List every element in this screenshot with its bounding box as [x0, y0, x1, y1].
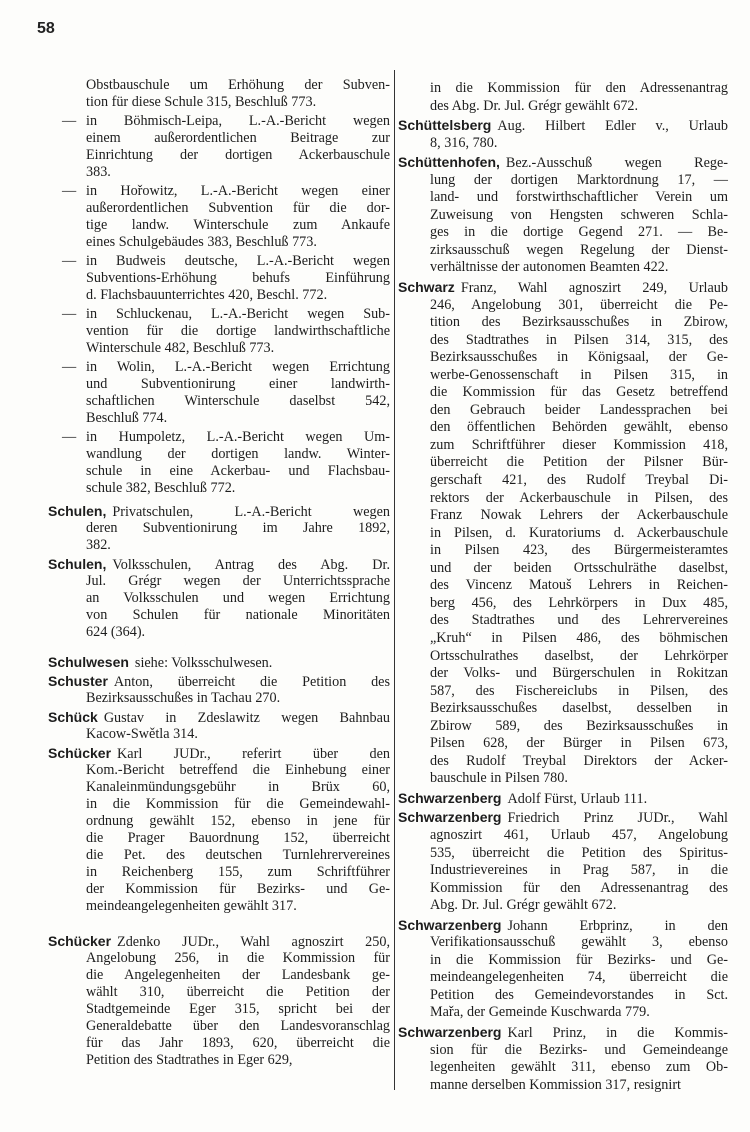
entry-text: des Stadtrathes in Pilsen 314, 315, des	[430, 331, 728, 348]
entry-text: in Böhmisch-Leipa, L.-A.-Bericht wegen	[86, 113, 390, 129]
entry-line	[430, 80, 728, 98]
entry-line	[430, 827, 728, 845]
entry-text: zum Schriftführer dieser Kommission 418,	[430, 436, 728, 453]
entry-line	[398, 279, 728, 297]
entry-text: die Angelegenheiten der Landesbank ge-	[86, 967, 390, 983]
entry-line	[86, 376, 390, 393]
column-divider	[394, 70, 395, 1090]
entry-text: von Schulen für nationale Minoritäten	[86, 607, 390, 623]
entry-text: Bezirksausschußes in Tachau 270.	[86, 690, 281, 706]
entry-headword: Schuster	[48, 673, 108, 689]
entry-text: bauschule in Pilsen 780.	[430, 770, 568, 787]
entry-text: in Pilsen 423, des Bürgermeisteramtes	[430, 542, 728, 559]
entry-line	[86, 590, 390, 607]
entry-line	[48, 673, 390, 690]
entry-line	[430, 507, 728, 525]
entry-line	[48, 556, 390, 573]
entry-text: Angelobung 256, in die Kommission für	[86, 950, 390, 966]
entry-text: überreicht die Petition der Pilsner Bür-	[430, 454, 728, 471]
entry-line	[430, 259, 728, 277]
entry-headword: Schück	[48, 709, 98, 725]
entry-line	[430, 862, 728, 880]
entry-line	[430, 402, 728, 420]
entry-line	[86, 164, 390, 181]
entry-text: berg 456, des Lehrkörpers in Dux 485,	[430, 594, 728, 611]
entry-line	[398, 117, 728, 135]
entry-line	[430, 437, 728, 455]
index-entry	[398, 790, 728, 808]
entry-line	[86, 287, 390, 304]
entry-line	[430, 490, 728, 508]
entry-headword: Schüttelsberg	[398, 117, 492, 134]
entry-line	[430, 987, 728, 1005]
entry-line	[430, 648, 728, 666]
entry-line	[86, 234, 390, 251]
entry-line	[430, 770, 728, 788]
entry-text: in die Kommission für die Gemeindewahl-	[86, 796, 390, 812]
entry-line	[86, 950, 390, 967]
entry-text: die Pet. des deutschen Turnlehrervereines	[86, 847, 390, 863]
entry-text: wandlung der dortigen landw. Winter-	[86, 446, 390, 462]
entry-text: Zdenko JUDr., Wahl agnoszirt 250,	[117, 934, 390, 950]
entry-line	[86, 323, 390, 340]
entry-text: agnoszirt 461, Urlaub 457, Angelobung	[430, 826, 728, 843]
entry-line	[86, 410, 390, 427]
entry-line	[86, 147, 390, 164]
entry-line	[430, 189, 728, 207]
index-entry	[398, 809, 728, 914]
entry-line	[86, 270, 390, 287]
index-entry	[48, 654, 390, 671]
entry-line	[430, 525, 728, 543]
entry-headword: Schwarzenberg	[398, 1023, 502, 1040]
entry-text: der Kommission für Bezirks- und Ge-	[86, 881, 390, 897]
continuation-dash: —	[62, 359, 77, 375]
index-entry	[48, 306, 390, 357]
entry-text: Mařa, der Gemeinde Kuschwarda 779.	[430, 1004, 650, 1021]
entry-text: Verifikationsausschuß gewählt 3, ebenso	[430, 934, 728, 951]
entry-line	[86, 446, 390, 463]
entry-line	[430, 472, 728, 490]
entry-text: 246, Angelobung 301, überreicht die Pe-	[430, 296, 728, 313]
entry-headword: Schwarzenberg	[398, 789, 502, 806]
entry-line	[430, 700, 728, 718]
entry-text: Franz Nowak Lehrers der Ackerbauschule	[430, 507, 728, 524]
entry-line	[398, 790, 728, 808]
entry-line	[430, 683, 728, 701]
entry-line	[430, 1059, 728, 1077]
entry-line	[430, 952, 728, 970]
entry-text: legenheiten gewählt 311, ebenso zum Ob-	[430, 1059, 728, 1076]
entry-line	[86, 537, 390, 554]
entry-line	[430, 172, 728, 190]
entry-headword: Schwarz	[398, 279, 455, 296]
entry-line	[430, 1042, 728, 1060]
entry-line	[86, 1018, 390, 1035]
entry-text: des Vincenz Matouš Lehrers in Reichen-	[430, 577, 728, 594]
entry-text: 624 (364).	[86, 624, 146, 640]
entry-line	[430, 845, 728, 863]
entry-text: Pilsen 628, der Bürger in Pilsen 673,	[430, 735, 728, 752]
entry-line	[430, 612, 728, 630]
entry-text: Subventions-Erhöhung behufs Einführung	[86, 270, 390, 286]
entry-line	[430, 454, 728, 472]
entry-headword: Schulwesen	[48, 654, 129, 670]
index-entry	[48, 709, 390, 743]
entry-text: des Stadtrathes und des Lehrervereines	[430, 612, 728, 629]
entry-line	[86, 217, 390, 234]
entry-text: die Prager Bauordnung 152, überreicht	[86, 830, 390, 846]
entry-text: des Rudolf Treybal Direktors der Acker-	[430, 752, 728, 769]
entry-line	[62, 306, 390, 323]
entry-text: den Gebrauch beider Landessprachen bei	[430, 401, 728, 418]
entry-text: 382.	[86, 537, 111, 553]
entry-text: Johann Erbprinz, in den	[507, 917, 728, 934]
entry-text: 587, des Fischereiclubs in Pilsen, des	[430, 682, 728, 699]
entry-line	[86, 690, 390, 707]
entry-text: 535, überreicht die Petition des Spiritus-	[430, 844, 728, 861]
entry-text: tition des Bezirksausschußes in Zbirow,	[430, 314, 728, 331]
entry-text: in Schluckenau, L.-A.-Bericht wegen Sub-	[86, 306, 390, 322]
entry-line	[86, 624, 390, 641]
entry-text: Gustav in Zdeslawitz wegen Bahnbau	[103, 710, 390, 726]
entry-line	[86, 200, 390, 217]
entry-text: in Humpoletz, L.-A.-Bericht wegen Um-	[86, 429, 390, 445]
entry-text: verhältnisse der autonomen Beamten 422.	[430, 259, 669, 276]
entry-text: Kacow-Swětla 314.	[86, 726, 198, 742]
index-entry	[48, 113, 390, 181]
entry-line	[86, 1035, 390, 1052]
entry-text: Aug. Hilbert Edler v., Urlaub	[497, 118, 728, 135]
entry-line	[86, 726, 390, 743]
entry-line	[86, 864, 390, 881]
entry-text: Zuweisung von Hengsten schweren Schla-	[430, 206, 728, 223]
entry-line	[430, 332, 728, 350]
entry-line	[430, 135, 728, 153]
entry-text: „Kruh“ in Pilsen 486, des böhmischen	[430, 629, 728, 646]
entry-line	[86, 393, 390, 410]
entry-line	[62, 183, 390, 200]
entry-text: ordnung gewählt 152, ebenso in jene für	[86, 813, 390, 829]
entry-text: und der beiden Ortsschulräthe daselbst,	[430, 559, 728, 576]
entry-line	[430, 577, 728, 595]
entry-text: meindeangelegenheiten 74, überreicht die	[430, 969, 728, 986]
entry-line	[48, 745, 390, 762]
entry-line	[86, 607, 390, 624]
entry-line	[430, 665, 728, 683]
index-entry	[48, 745, 390, 915]
entry-text: tige landw. Winterschule zum Ankaufe	[86, 217, 390, 233]
entry-text: Winterschule 482, Beschluß 773.	[86, 340, 275, 356]
entry-text: der Volks- und Bürgerschulen in Rokitzan	[430, 665, 728, 682]
entry-line	[86, 77, 390, 94]
entry-line	[86, 463, 390, 480]
index-entry	[48, 183, 390, 251]
index-entry	[48, 556, 390, 641]
continuation-dash: —	[62, 113, 77, 129]
entry-text: Anton, überreicht die Petition des	[113, 674, 390, 690]
index-entry	[48, 253, 390, 304]
entry-text: Industrievereines in Prag 587, in die	[430, 862, 728, 879]
entry-text: in Pilsen, d. Kuratoriums d. Ackerbauschule	[430, 524, 728, 541]
entry-text: d. Flachsbauunterrichtes 420, Beschl. 772.	[86, 287, 328, 303]
entry-text: schaftlichen Winterschule daselbst 542,	[86, 393, 390, 409]
entry-text: meindeangelegenheiten gewählt 317.	[86, 898, 297, 914]
entry-line	[62, 429, 390, 446]
entry-text: vention für die dortige landwirthschaftliche	[86, 323, 390, 339]
entry-line	[430, 897, 728, 915]
entry-text: den öffentlichen Behörden gewählt, ebenso	[430, 419, 728, 436]
entry-text: Petition des Stadtrathes in Eger 629,	[86, 1052, 293, 1068]
entry-text: Volksschulen, Antrag des Abg. Dr.	[112, 557, 390, 573]
entry-line	[86, 898, 390, 915]
index-entry	[398, 154, 728, 277]
entry-headword: Schücker	[48, 933, 112, 949]
entry-line	[86, 130, 390, 147]
continuation-dash: —	[62, 253, 77, 269]
entry-line	[86, 1001, 390, 1018]
entry-text: Obstbauschule um Erhöhung der Subven-	[86, 77, 390, 93]
entry-text: deren Subventionirung im Jahre 1892,	[86, 520, 390, 536]
entry-line	[86, 1052, 390, 1069]
entry-text: Abg. Dr. Jul. Grégr gewählt 672.	[430, 897, 617, 914]
entry-text: in Reichenberg 155, zum Schriftführer	[86, 864, 390, 880]
entry-line	[398, 1024, 728, 1042]
entry-line	[430, 98, 728, 116]
entry-line	[430, 297, 728, 315]
entry-line	[86, 967, 390, 984]
entry-text: die Kommission für das Gesetz betreffend	[430, 384, 728, 401]
entry-line	[48, 933, 390, 950]
entry-text: an Volksschulen und wegen Errichtung	[86, 590, 390, 606]
entry-line	[62, 359, 390, 376]
entry-line	[430, 224, 728, 242]
entry-text: wählt 310, überreicht die Petition der	[86, 984, 390, 1000]
entry-text: eines Schulgebäudes 383, Beschluß 773.	[86, 234, 317, 250]
entry-line	[86, 881, 390, 898]
continuation-dash: —	[62, 429, 77, 445]
entry-text: Bezirksausschußes in Königsaal, der Ge-	[430, 349, 728, 366]
entry-text: und Subventionirung einer landwirth-	[86, 376, 390, 392]
entry-text: Friedrich Prinz JUDr., Wahl	[507, 810, 728, 827]
entry-text: werbe-Genossenschaft in Pilsen 315, in	[430, 366, 728, 383]
entry-headword: Schwarzenberg	[398, 809, 502, 826]
right-column	[398, 78, 728, 1094]
entry-text: Beschluß 774.	[86, 410, 168, 426]
entry-line	[86, 340, 390, 357]
left-column	[48, 75, 390, 1069]
entry-line	[430, 934, 728, 952]
entry-text: Generaldebatte über den Landesvoranschlag	[86, 1018, 390, 1034]
index-entry	[48, 429, 390, 497]
index-entry	[398, 80, 728, 115]
entry-text: Kommission für den Adressenantrag des	[430, 879, 728, 896]
entry-line	[430, 207, 728, 225]
entry-line	[430, 242, 728, 260]
entry-line	[430, 630, 728, 648]
index-entry	[398, 279, 728, 788]
continuation-dash: —	[62, 183, 77, 199]
entry-text: einem außerordentlichen Beitrage zur	[86, 130, 390, 146]
entry-text: sion für die Bezirks- und Gemeindeange	[430, 1041, 728, 1058]
index-entry	[48, 77, 390, 111]
entry-line	[430, 384, 728, 402]
index-entry	[398, 117, 728, 152]
entry-text: schule 382, Beschluß 772.	[86, 480, 236, 496]
entry-line	[430, 419, 728, 437]
entry-text: Bezirksausschußes daselbst, desselben in	[430, 700, 728, 717]
entry-text: Kom.-Bericht betreffend die Einhebung einer	[86, 762, 390, 778]
continuation-dash: —	[62, 306, 77, 322]
entry-line	[398, 809, 728, 827]
entry-line	[430, 349, 728, 367]
entry-text: Einrichtung der dortigen Ackerbauschule	[86, 147, 390, 163]
entry-line	[430, 595, 728, 613]
entry-line	[86, 830, 390, 847]
entry-text: tion für diese Schule 315, Beschluß 773.	[86, 94, 317, 110]
entry-line	[430, 314, 728, 332]
entry-line	[62, 113, 390, 130]
entry-line	[48, 503, 390, 520]
entry-text: Zbirow 589, des Bezirksausschußes in	[430, 717, 728, 734]
entry-text: in Wolin, L.-A.-Bericht wegen Errichtung	[86, 359, 390, 375]
entry-text: Privatschulen, L.-A.-Bericht wegen	[112, 504, 390, 520]
entry-text: rektors der Ackerbauschule in Pilsen, des	[430, 489, 728, 506]
entry-text: siehe: Volksschulwesen.	[134, 655, 273, 671]
entry-headword: Schwarzenberg	[398, 916, 502, 933]
entry-line	[430, 1004, 728, 1022]
entry-text: Petition des Gemeindevorstandes in Sct.	[430, 986, 728, 1003]
entry-line	[86, 796, 390, 813]
entry-text: gerschaft 421, des Rudolf Treybal Di-	[430, 472, 728, 489]
entry-line	[430, 367, 728, 385]
entry-text: manne derselben Kommission 317, resignirt	[430, 1076, 681, 1093]
entry-line	[430, 735, 728, 753]
entry-text: ges in die dortige Gegend 271. — Be-	[430, 224, 728, 241]
entry-line	[430, 560, 728, 578]
entry-text: 383.	[86, 164, 111, 180]
entry-line	[430, 718, 728, 736]
entry-text: außerordentlichen Subvention für die dor-	[86, 200, 390, 216]
entry-line	[430, 880, 728, 898]
entry-text: lung der dortigen Marktordnung 17, —	[430, 171, 728, 188]
entry-line	[86, 779, 390, 796]
entry-text: für das Jahr 1893, 620, überreicht die	[86, 1035, 390, 1051]
entry-headword: Schulen,	[48, 503, 107, 519]
entry-text: Kanaleinmündungsgebühr in Brüx 60,	[86, 779, 390, 795]
index-entry	[48, 673, 390, 707]
entry-line	[48, 654, 390, 671]
entry-text: land- und forstwirthschaftlicher Verein um	[430, 189, 728, 206]
entry-line	[48, 709, 390, 726]
entry-headword: Schücker	[48, 745, 112, 761]
entry-line	[86, 480, 390, 497]
entry-line	[398, 154, 728, 172]
entry-text: schule in eine Ackerbau- und Flachsbau-	[86, 463, 390, 479]
entry-line	[86, 984, 390, 1001]
index-entry	[398, 1024, 728, 1094]
entry-text: Jul. Grégr wegen der Unterrichtssprache	[86, 573, 390, 589]
entry-line	[86, 762, 390, 779]
entry-headword: Schüttenhofen,	[398, 154, 500, 171]
entry-line	[86, 847, 390, 864]
entry-text: Karl JUDr., referirt über den	[117, 746, 390, 762]
entry-line	[398, 917, 728, 935]
entry-text: in die Kommission für den Adressenantrag	[430, 80, 728, 96]
index-entry	[48, 503, 390, 554]
index-entry	[48, 933, 390, 1069]
page-number: 58	[37, 20, 55, 37]
index-entry	[398, 917, 728, 1022]
entry-line	[86, 813, 390, 830]
entry-headword: Schulen,	[48, 556, 107, 572]
entry-text: Bez.-Ausschuß wegen Rege-	[505, 155, 728, 172]
entry-line	[86, 94, 390, 111]
entry-text: zirksausschuß wegen Regelung der Dienst-	[430, 241, 728, 258]
entry-line	[430, 1077, 728, 1095]
entry-text: Franz, Wahl agnoszirt 249, Urlaub	[460, 280, 728, 297]
index-entry	[48, 359, 390, 427]
entry-line	[86, 573, 390, 590]
entry-text: 8, 316, 780.	[430, 134, 498, 151]
entry-text: in Budweis deutsche, L.-A.-Bericht wegen	[86, 253, 390, 269]
entry-line	[430, 542, 728, 560]
entry-line	[62, 253, 390, 270]
entry-text: in die Kommission für Bezirks- und Ge-	[430, 951, 728, 968]
entry-line	[86, 520, 390, 537]
entry-line	[430, 969, 728, 987]
entry-line	[430, 753, 728, 771]
entry-text: Adolf Fürst, Urlaub 111.	[507, 790, 648, 807]
entry-text: Ortsschulrathes daselbst, der Lehrkörper	[430, 647, 728, 664]
entry-text: Stadtgemeinde Eger 315, spricht bei der	[86, 1001, 390, 1017]
entry-text: in Hořowitz, L.-A.-Bericht wegen einer	[86, 183, 390, 199]
entry-text: Karl Prinz, in die Kommis-	[507, 1024, 728, 1041]
entry-text: des Abg. Dr. Jul. Grégr gewählt 672.	[430, 97, 639, 114]
